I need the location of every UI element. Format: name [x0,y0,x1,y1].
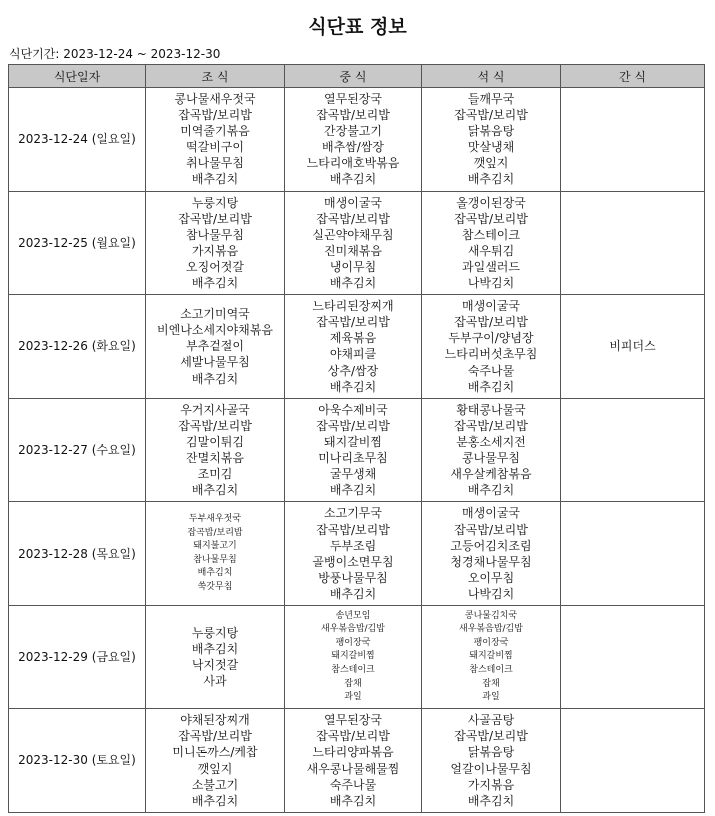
lunch-menu-item: 매생이굴국 [324,195,382,210]
lunch-cell [285,88,422,192]
lunch-menu-item: 배추김치 [329,379,377,394]
dinner-menu-item: 참스테이크 [469,665,513,676]
dinner-menu-item: 얼갈이나물무침 [450,761,532,776]
breakfast-menu-item: 세발나물무침 [180,355,250,370]
meal-date: 2023-12-29 (금요일) [9,606,146,709]
breakfast-cell [146,709,285,813]
lunch-menu-item: 과일 [344,692,362,703]
breakfast-cell [146,88,285,192]
dinner-menu-item: 청경채나물무침 [450,554,532,569]
dinner-menu-item: 닭볶음탕 [467,124,515,139]
dinner-menu-item: 맛살냉채 [467,140,515,155]
lunch-menu-item: 잡채 [344,678,362,689]
breakfast-menu-item: 배추김치 [191,172,239,187]
lunch-menu-item: 두부조림 [329,538,377,553]
lunch-cell [285,502,422,606]
dinner-menu-item: 잡곡밥/보리밥 [454,211,528,226]
lunch-menu-item: 새우콩나물해물찜 [306,761,400,776]
snack-cell [561,709,705,813]
lunch-menu-item: 숙주나물 [329,777,377,792]
dinner-menu-item: 분홍소세지전 [456,434,526,449]
breakfast-menu-item: 잡곡밥/보리밥 [178,418,252,433]
snack-cell [561,502,705,606]
lunch-menu-item: 배추김치 [329,586,377,601]
meal-date: 2023-12-28 (목요일) [9,502,146,606]
lunch-menu-item: 아욱수제비국 [318,402,388,417]
dinner-menu-item: 두부구이/양념장 [448,331,534,346]
snack-menu-item: 비피더스 [609,339,656,354]
breakfast-menu-item: 잡곡밥/보리밥 [178,729,252,744]
dinner-menu-item: 고등어김치조림 [450,538,532,553]
breakfast-menu-item: 조미김 [197,467,233,482]
dinner-menu-item: 황태콩나물국 [456,402,526,417]
dinner-cell [422,606,561,709]
table-header-row [9,65,705,88]
breakfast-cell [146,398,285,502]
breakfast-menu-item: 잡곡밥/보리밥 [178,108,252,123]
lunch-menu-item: 상추/쌈장 [327,363,379,378]
dinner-menu-item: 느타리버섯초무침 [444,347,538,362]
dinner-menu-item: 매생이굴국 [462,299,520,314]
lunch-menu-item: 느타리된장찌개 [312,299,394,314]
lunch-menu-item: 굴무생채 [329,467,377,482]
table-row [9,398,705,502]
breakfast-menu-item: 돼지불고기 [193,541,237,552]
meal-date: 2023-12-24 (일요일) [9,88,146,192]
dinner-cell [422,191,561,295]
breakfast-menu-item: 떡갈비구이 [186,140,244,155]
header-lunch: 중 식 [285,65,422,88]
dinner-menu-item: 잡곡밥/보리밥 [454,729,528,744]
breakfast-menu-item: 배추김치 [191,276,239,291]
breakfast-menu-item: 취나물무침 [186,156,244,171]
breakfast-menu-item: 미역줄기볶음 [180,124,250,139]
lunch-menu-item: 새우볶음밥/김밥 [321,624,385,635]
breakfast-menu-item: 두부새우젓국 [188,513,242,524]
breakfast-menu-item: 배추김치 [191,483,239,498]
dinner-menu-item: 나박김치 [467,276,515,291]
meal-period: 식단기간: 2023-12-24 ~ 2023-12-30 [9,47,221,61]
lunch-menu-item: 미나리초무침 [318,450,388,465]
dinner-menu-item: 콩나물김치국 [464,610,518,621]
breakfast-menu-item: 소고기미역국 [180,307,250,322]
lunch-menu-item: 잡곡밥/보리밥 [316,211,390,226]
dinner-menu-item: 새우살케참볶음 [450,467,532,482]
dinner-menu-item: 배추김치 [467,483,515,498]
lunch-cell [285,295,422,399]
dinner-menu-item: 과일 [482,692,500,703]
dinner-menu-item: 팽이장국 [473,637,509,648]
lunch-menu-item: 잡곡밥/보리밥 [316,108,390,123]
snack-cell [561,295,705,399]
lunch-menu-item: 돼지갈비찜 [324,434,382,449]
dinner-cell [422,295,561,399]
dinner-menu-item: 매생이굴국 [462,506,520,521]
lunch-menu-item: 배추김치 [329,483,377,498]
lunch-cell [285,709,422,813]
breakfast-cell [146,191,285,295]
table-row [9,502,705,606]
breakfast-menu-item: 야채된장찌개 [180,713,250,728]
dinner-menu-item: 배추김치 [467,379,515,394]
lunch-menu-item: 냉이무침 [329,259,377,274]
dinner-menu-item: 과일샐러드 [462,259,520,274]
breakfast-menu-item: 배추김치 [191,642,239,657]
table-row [9,295,705,399]
dinner-menu-item: 새우튀김 [467,243,515,258]
lunch-menu-item: 잡곡밥/보리밥 [316,418,390,433]
breakfast-menu-item: 배추김치 [191,793,239,808]
lunch-menu-item: 제육볶음 [329,331,377,346]
snack-cell [561,606,705,709]
dinner-menu-item: 숙주나물 [467,363,515,378]
lunch-menu-item: 돼지갈비찜 [331,651,375,662]
table-row [9,191,705,295]
breakfast-menu-item: 가지볶음 [191,243,239,258]
lunch-menu-item: 송년모임 [335,610,371,621]
breakfast-menu-item: 콩나물새우젓국 [174,92,256,106]
lunch-menu-item: 배추김치 [329,276,377,291]
dinner-menu-item: 배추김치 [467,793,515,808]
page-title: 식단표 정보 [308,16,407,38]
header-date: 식단일자 [9,65,146,88]
breakfast-menu-item: 오징어젓갈 [186,259,244,274]
breakfast-menu-item: 참나물무침 [193,554,237,565]
breakfast-menu-item: 낙지젓갈 [191,658,239,673]
lunch-menu-item: 진미채볶음 [324,243,382,258]
lunch-menu-item: 간장불고기 [324,124,382,139]
lunch-menu-item: 실곤약야채무침 [312,227,394,242]
lunch-menu-item: 배추김치 [329,172,377,187]
meal-date: 2023-12-26 (화요일) [9,295,146,399]
dinner-menu-item: 잡곡밥/보리밥 [454,108,528,123]
dinner-menu-item: 배추김치 [467,172,515,187]
meal-table [8,64,705,813]
breakfast-cell [146,606,285,709]
breakfast-menu-item: 미니돈까스/케찹 [172,745,258,760]
lunch-menu-item: 팽이장국 [335,637,371,648]
dinner-cell [422,709,561,813]
breakfast-menu-item: 잔멸치볶음 [186,450,244,465]
dinner-cell [422,502,561,606]
breakfast-cell [146,502,285,606]
header-breakfast: 조 식 [146,65,285,88]
dinner-menu-item: 올갱이된장국 [456,195,526,210]
dinner-menu-item: 나박김치 [467,586,515,601]
lunch-menu-item: 배추김치 [329,793,377,808]
dinner-menu-item: 잡채 [482,678,500,689]
breakfast-menu-item: 참나물무침 [186,227,244,242]
meal-date: 2023-12-25 (월요일) [9,191,146,295]
lunch-cell [285,191,422,295]
breakfast-menu-item: 누룽지탕 [191,195,239,210]
lunch-menu-item: 배추쌈/쌈장 [321,140,384,155]
dinner-menu-item: 가지볶음 [467,777,515,792]
breakfast-menu-item: 배추김치 [197,568,233,579]
breakfast-menu-item: 누룽지탕 [191,626,239,641]
meal-date: 2023-12-27 (수요일) [9,398,146,502]
snack-cell [561,191,705,295]
dinner-menu-item: 잡곡밥/보리밥 [454,418,528,433]
dinner-cell [422,398,561,502]
dinner-menu-item: 잡곡밥/보리밥 [454,315,528,330]
lunch-menu-item: 열무된장국 [324,92,382,106]
header-snack: 간 식 [561,65,705,88]
breakfast-menu-item: 비엔나소세지야채볶음 [157,323,273,338]
breakfast-menu-item: 부추겉절이 [186,339,244,354]
table-row [9,709,705,813]
dinner-menu-item: 들깨무국 [467,92,515,106]
table-row [9,606,705,709]
lunch-menu-item: 열무된장국 [324,713,382,728]
snack-cell [561,398,705,502]
lunch-menu-item: 야채피클 [329,347,377,362]
dinner-menu-item: 돼지갈비찜 [469,651,513,662]
breakfast-menu-item: 사과 [203,674,227,689]
lunch-menu-item: 잡곡밥/보리밥 [316,522,390,537]
breakfast-menu-item: 우거지사골국 [180,402,250,417]
meal-date: 2023-12-30 (토요일) [9,709,146,813]
lunch-menu-item: 느타리애호박볶음 [306,156,400,171]
lunch-cell [285,398,422,502]
dinner-menu-item: 새우볶음밥/김밥 [459,624,523,635]
lunch-cell [285,606,422,709]
dinner-menu-item: 참스테이크 [462,227,520,242]
lunch-menu-item: 잡곡밥/보리밥 [316,315,390,330]
lunch-menu-item: 잡곡밥/보리밥 [316,729,390,744]
dinner-menu-item: 사골곰탕 [467,713,515,728]
dinner-menu-item: 닭볶음탕 [467,745,515,760]
breakfast-menu-item: 깻잎지 [197,761,233,776]
breakfast-menu-item: 잡곡밥/보리밥 [187,527,243,538]
breakfast-menu-item: 배추김치 [191,371,239,386]
table-row [9,88,705,192]
snack-cell [561,88,705,192]
lunch-menu-item: 방풍나물무침 [318,570,388,585]
lunch-menu-item: 느타리양파볶음 [312,745,394,760]
breakfast-menu-item: 소불고기 [191,777,239,792]
dinner-menu-item: 잡곡밥/보리밥 [454,522,528,537]
dinner-menu-item: 깻잎지 [473,156,509,171]
dinner-menu-item: 오이무침 [467,570,515,585]
lunch-menu-item: 골뱅이소면무침 [312,554,394,569]
dinner-menu-item: 콩나물무침 [462,450,520,465]
lunch-menu-item: 소고기무국 [324,506,382,521]
header-dinner: 석 식 [422,65,561,88]
dinner-cell [422,88,561,192]
breakfast-menu-item: 잡곡밥/보리밥 [178,211,252,226]
breakfast-menu-item: 김말이튀김 [186,434,244,449]
breakfast-cell [146,295,285,399]
lunch-menu-item: 참스테이크 [331,665,375,676]
breakfast-menu-item: 쑥갓무침 [197,581,233,592]
